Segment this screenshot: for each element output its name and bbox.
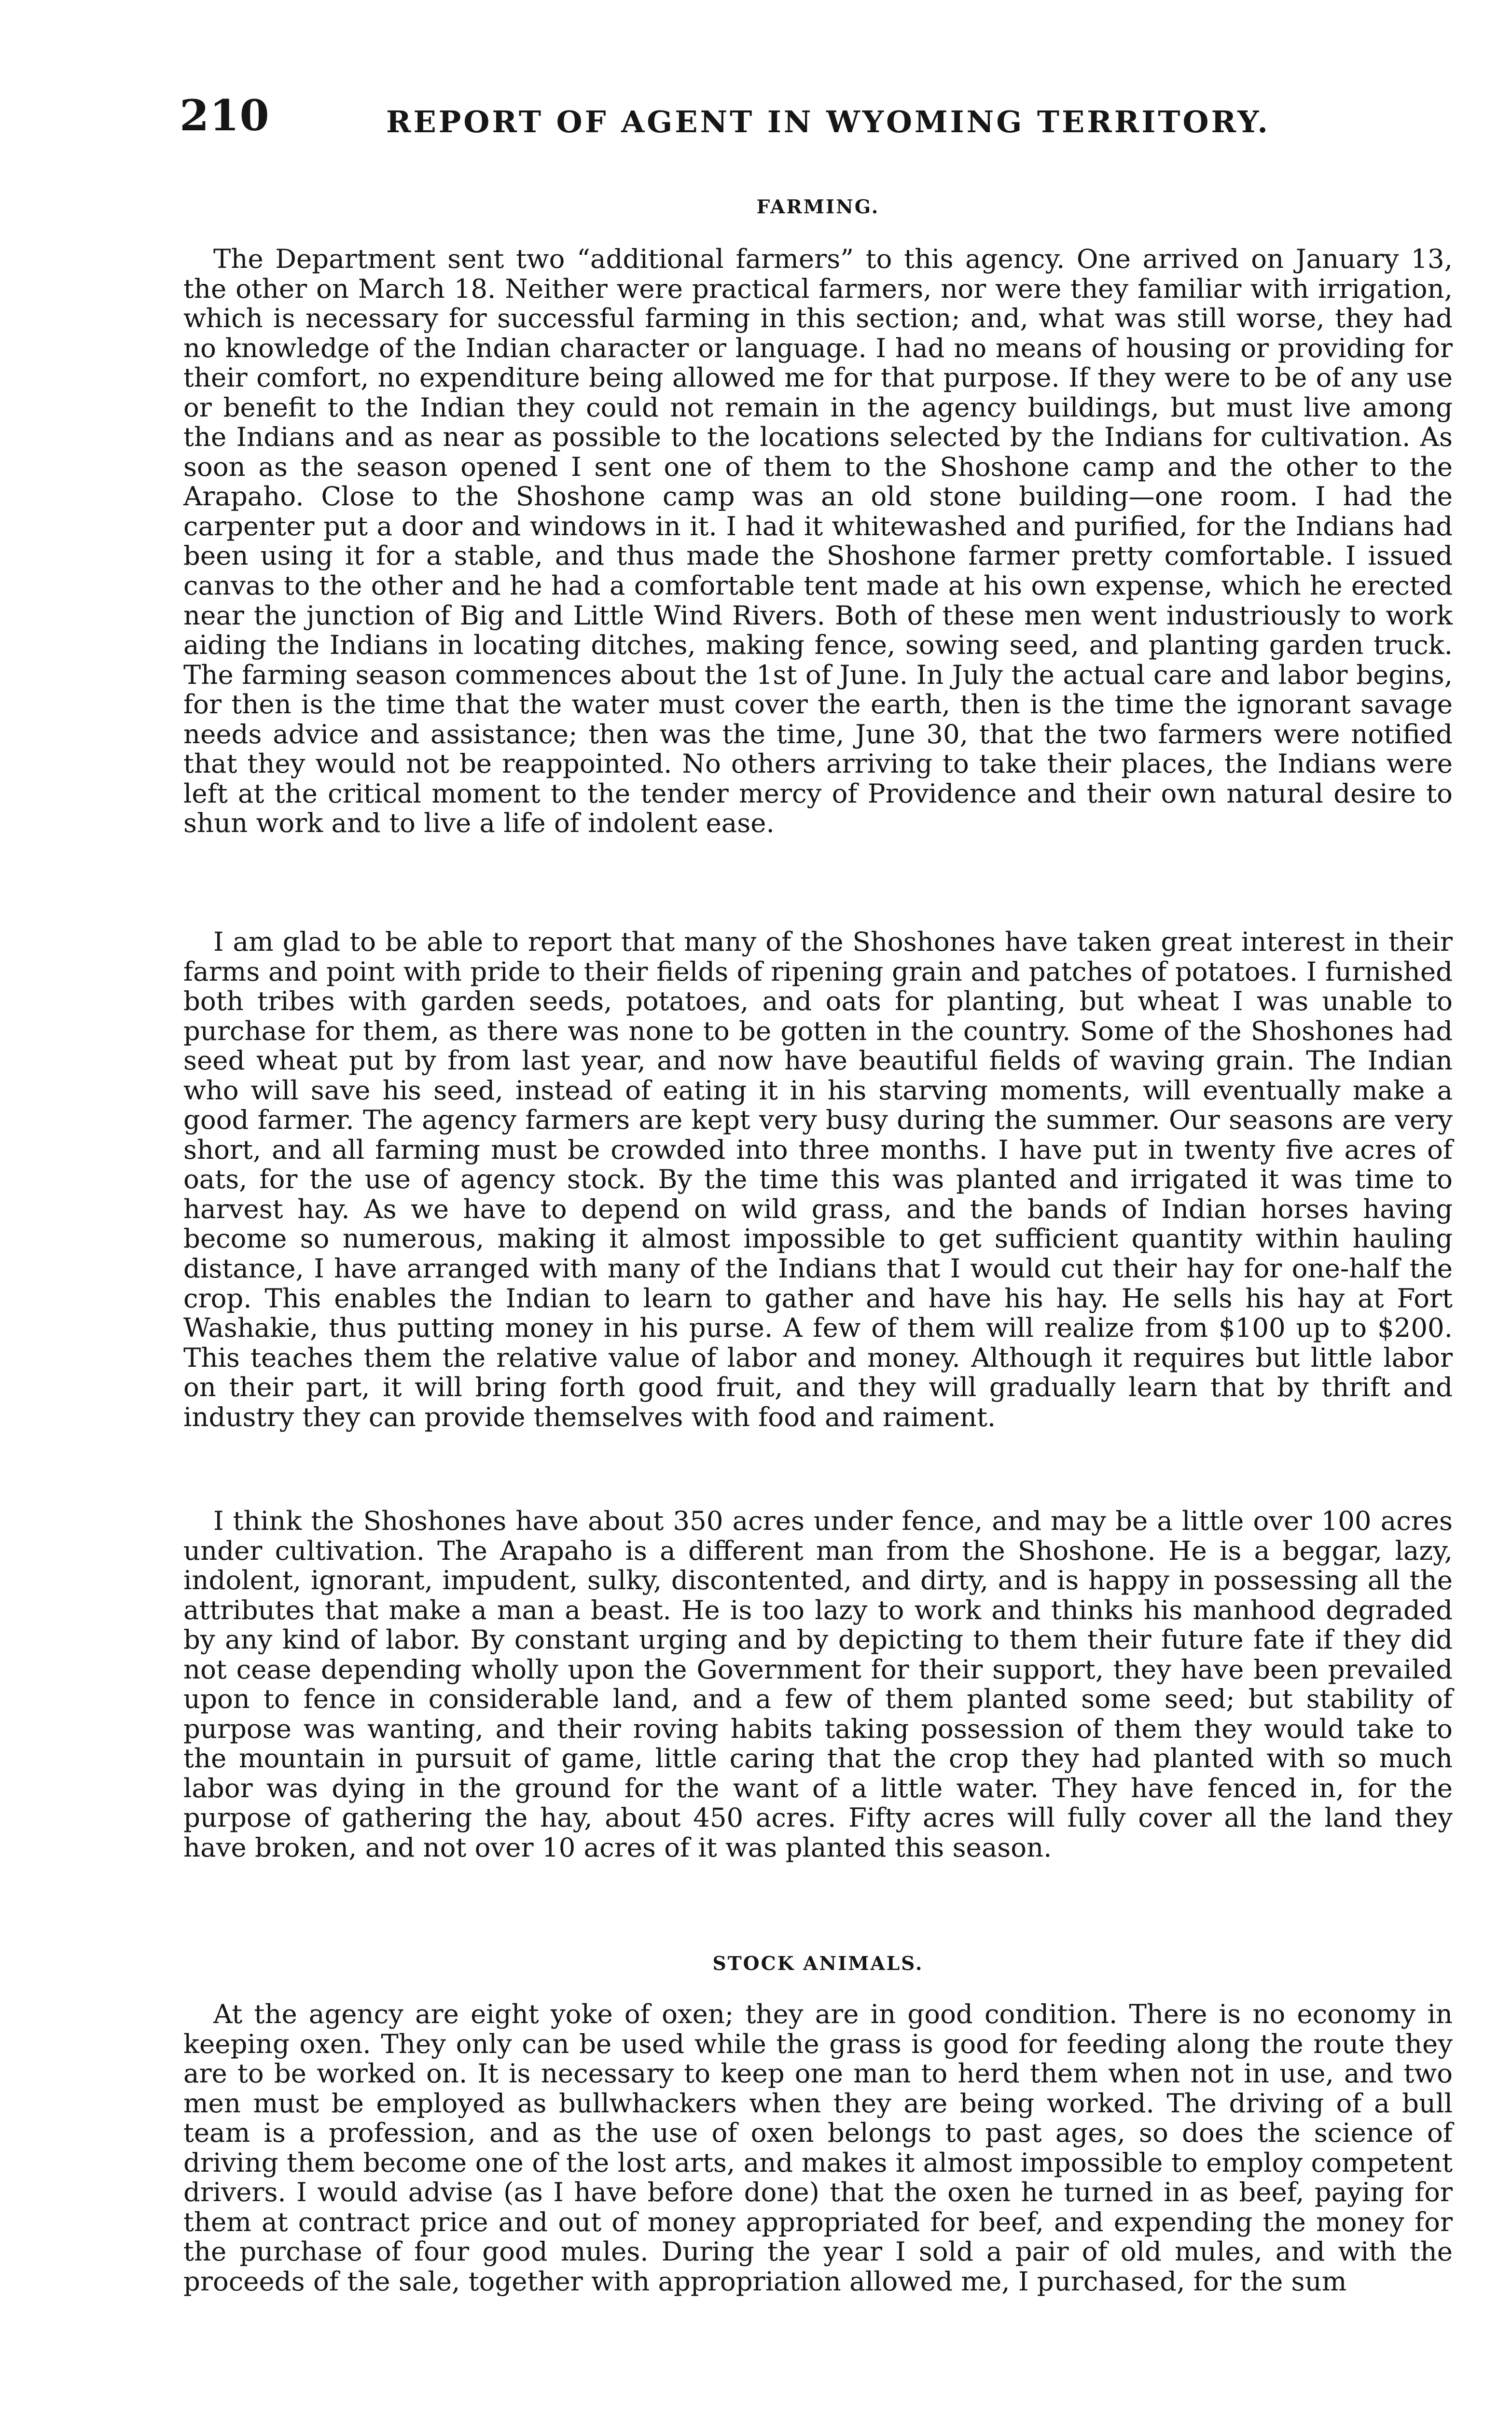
section-heading-farming: FARMING. [756,196,880,218]
farming-paragraph-3: I think the Shoshones have about 350 acres under fence, and may be a little over 100 acres under cultivation. The Arapaho is a different man from the Shoshone. He is a beggar, lazy, indolent, ignorant, impudent, sulky, discontented, and dirty, and is happy in possessing all the attributes that make a man a beast. He is too lazy to work and thinks his manhood degraded by any kind of labor. By constant urging and by depicting to them their future fate if they did not cease depending wholly upon the Government for their support, they have been prevailed upon to fence in considerable land, and a few of them planted some seed; but stability of purpose was wanting, and their roving habits taking possession of them they would take to the mountain in pursuit of game, little caring that the crop they had planted with so much labor was dying in the ground for the want of a little water. They have fenced in, for the purpose of gathering the hay, about 450 acres. Fifty acres will fully cover all the land they have broken, and not over 10 acres of it was planted this season. [183,1505,1453,1863]
running-title: REPORT OF AGENT IN WYOMING TERRITORY. [386,104,1270,139]
stock-animals-paragraph-1: At the agency are eight yoke of oxen; they are in good condition. There is no economy in keeping oxen. They only can be used while the grass is good for feeding along the route they are to be worked on. It is necessary to keep one man to herd them when not in use, and two men must be employed as bullwhackers when they are being worked. The driving of a bull team is a profession, and as the use of oxen belongs to past ages, so does the science of driving them become one of the lost arts, and makes it almost impossible to employ competent drivers. I would advise (as I have before done) that the oxen he turned in as beef, paying for them at contract price and out of money appropriated for beef, and expending the money for the purchase of four good mules. During the year I sold a pair of old mules, and with the proceeds of the sale, together with appropriation allowed me, I purchased, for the sum [183,1998,1453,2297]
page-number: 210 [180,90,270,140]
farming-paragraph-2: I am glad to be able to report that many of the Shoshones have taken great interest in their farms and point with pride to their fields of ripening grain and patches of potatoes. I furnished both tribes with garden seeds, potatoes, and oats for planting, but wheat I was unable to purchase for them, as there was none to be gotten in the country. Some of the Shoshones had seed wheat put by from last year, and now have beautiful fields of waving grain. The Indian who will save his seed, instead of eating it in his starving moments, will eventually make a good farmer. The agency farmers are kept very busy during the summer. Our seasons are very short, and all farming must be crowded into three months. I have put in twenty five acres of oats, for the use of agency stock. By the time this was planted and irrigated it was time to harvest hay. As we have to depend on wild grass, and the bands of Indian horses having become so numerous, making it almost impossible to get sufficient quantity within hauling distance, I have arranged with many of the Indians that I would cut their hay for one-half the crop. This enables the Indian to learn to gather and have his hay. He sells his hay at Fort Washakie, thus putting money in his purse. A few of them will realize from $100 up to $200. This teaches them the relative value of labor and money. Although it requires but little labor on their part, it will bring forth good fruit, and they will gradually learn that by thrift and industry they can provide themselves with food and raiment. [183,926,1453,1432]
section-heading-stock-animals: STOCK ANIMALS. [712,1953,924,1975]
farming-paragraph-1: The Department sent two “additional farmers” to this agency. One arrived on January 13, the other on March 18. Neither were practical farmers, nor were they familiar with irrigation, which is necessary for successful farming in this section; and, what was still worse, they had no knowledge of the Indian character or language. I had no means of housing or providing for their comfort, no expenditure being allowed me for that purpose. If they were to be of any use or benefit to the Indian they could not remain in the agency buildings, but must live among the Indians and as near as possible to the locations selected by the Indians for cultivation. As soon as the season opened I sent one of them to the Shoshone camp and the other to the Arapaho. Close to the Shoshone camp was an old stone building—one room. I had the carpenter put a door and windows in it. I had it whitewashed and purified, for the Indians had been using it for a stable, and thus made the Shoshone farmer pretty comfortable. I issued canvas to the other and he had a comfortable tent made at his own expense, which he erected near the junction of Big and Little Wind Rivers. Both of these men went industriously to work aiding the Indians in locating ditches, making fence, sowing seed, and planting garden truck. The farming season commences about the 1st of June. In July the actual care and labor begins, for then is the time that the water must cover the earth, then is the time the ignorant savage needs advice and assistance; then was the time, June 30, that the two farmers were notified that they would not be reappointed. No others arriving to take their places, the Indians were left at the critical moment to the tender mercy of Providence and their own natural desire to shun work and to live a life of indolent ease. [183,243,1453,839]
